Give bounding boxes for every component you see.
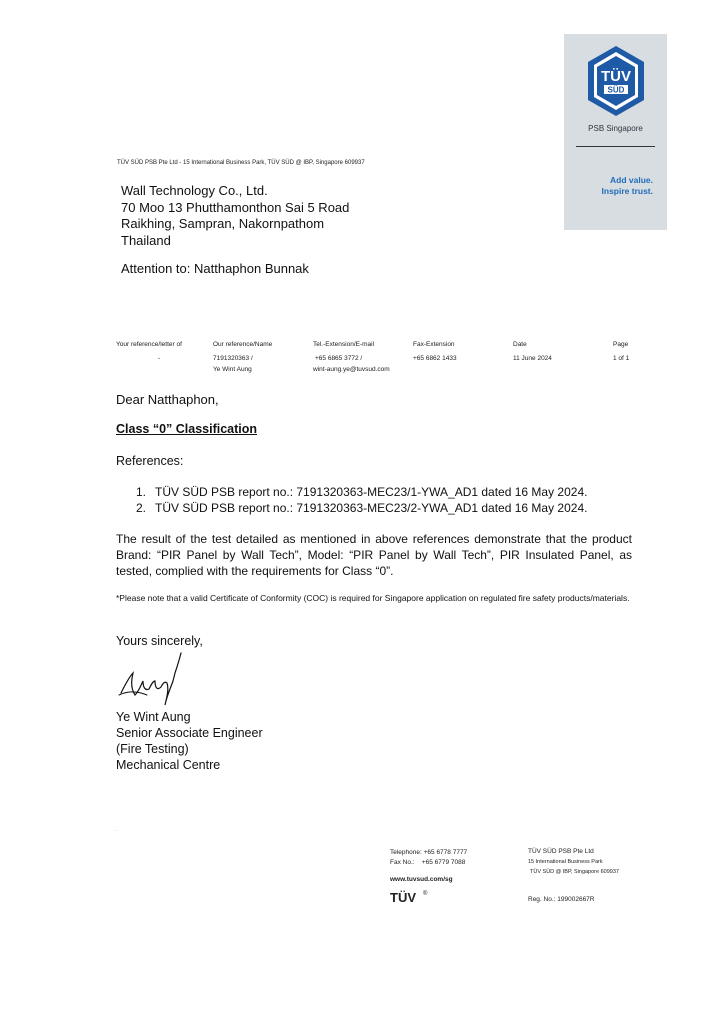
fax-value: +65 6862 1433 bbox=[413, 355, 457, 362]
reference-number: 1. bbox=[136, 485, 147, 499]
wordmark-text: TÜV bbox=[390, 890, 416, 905]
closing: Yours sincerely, bbox=[116, 634, 203, 648]
header-your-reference: Your reference/letter of bbox=[116, 341, 182, 348]
our-reference-number: 7191320363 / bbox=[213, 355, 253, 362]
date-value: 11 June 2024 bbox=[513, 355, 552, 362]
tel-value: +65 6865 3772 / bbox=[315, 355, 363, 362]
body-paragraph: The result of the test detailed as mentioned in above references demonstrate that the product Brand: “PIR Panel by Wall Tech”, Model: “PIR Panel by Wall Tech”, PIR Insulated Panel, as tested, complied with the requirements for Class “0”. bbox=[116, 532, 632, 578]
tagline-line-1: Add value. bbox=[610, 175, 653, 185]
header-tel-email: Tel.-Extension/E-mail bbox=[313, 341, 375, 348]
header-page: Page bbox=[613, 341, 629, 348]
signer-department: (Fire Testing) bbox=[116, 742, 189, 756]
signer-title: Senior Associate Engineer bbox=[116, 726, 263, 740]
tagline bbox=[602, 175, 653, 197]
salutation: Dear Natthaphon, bbox=[116, 392, 219, 407]
divider bbox=[576, 146, 655, 147]
tagline-line-2: Inspire trust. bbox=[601, 186, 653, 196]
logo-text-bottom: SÜD bbox=[607, 85, 625, 95]
subject-line: Class “0” Classification bbox=[116, 422, 258, 436]
footer-address-2: TÜV SÜD @ IBP, Singapore 609937 bbox=[530, 869, 619, 875]
recipient-address-2: Raikhing, Sampran, Nakornpathom bbox=[121, 216, 325, 231]
tel-email-value bbox=[313, 353, 390, 375]
our-reference-name: Ye Wint Aung bbox=[213, 366, 252, 373]
sender-address-line: TÜV SÜD PSB Pte Ltd - 15 International Business Park, TÜV SÜD @ IBP, Singapore 609937 bbox=[117, 160, 365, 166]
page-value: 1 of 1 bbox=[613, 355, 630, 362]
reference-item: TÜV SÜD PSB report no.: 7191320363-MEC23/1-YWA_AD1 dated 16 May 2024. bbox=[155, 485, 588, 499]
footer-address-1: 15 International Business Park bbox=[528, 859, 603, 865]
reference-item: TÜV SÜD PSB report no.: 7191320363-MEC23/2-YWA_AD1 dated 16 May 2024. bbox=[155, 501, 588, 515]
signer-block bbox=[116, 709, 263, 773]
footer-reg-no: Reg. No.: 199002667R bbox=[528, 896, 595, 903]
brand-panel bbox=[564, 34, 667, 230]
email-value: wint-aung.ye@tuvsud.com bbox=[313, 366, 390, 373]
signer-name: Ye Wint Aung bbox=[116, 710, 191, 724]
signature-image bbox=[117, 651, 187, 713]
logo-text-top: TÜV bbox=[601, 68, 631, 85]
svg-text:®: ® bbox=[423, 891, 428, 897]
reference-number: 2. bbox=[136, 501, 147, 515]
header-fax: Fax-Extension bbox=[413, 341, 455, 348]
coc-note: *Please note that a valid Certificate of Conformity (COC) is required for Singapore application on regulated fire safety products/materials. bbox=[116, 593, 630, 603]
signer-centre: Mechanical Centre bbox=[116, 758, 221, 772]
attention-line: Attention to: Natthaphon Bunnak bbox=[121, 261, 309, 276]
references-title: References: bbox=[116, 454, 184, 468]
footer-fax: Fax No.: +65 6779 7088 bbox=[390, 859, 466, 866]
footer-company bbox=[528, 847, 619, 877]
tuv-wordmark bbox=[390, 888, 436, 906]
our-reference-value bbox=[213, 353, 253, 375]
division-name: PSB Singapore bbox=[588, 124, 643, 133]
footer-contact bbox=[390, 848, 467, 868]
recipient-address-1: 70 Moo 13 Phutthamonthon Sai 5 Road bbox=[121, 199, 350, 215]
your-reference-value: - bbox=[158, 355, 161, 362]
recipient-company: Wall Technology Co., Ltd. bbox=[121, 183, 268, 198]
footer-company-name: TÜV SÜD PSB Pte Ltd bbox=[528, 848, 594, 855]
tuv-sud-logo bbox=[582, 44, 650, 122]
recipient-country: Thailand bbox=[121, 232, 171, 248]
footer-telephone: Telephone: +65 6778 7777 bbox=[390, 849, 468, 856]
footer-website: www.tuvsud.com/sg bbox=[390, 876, 453, 883]
recipient-address bbox=[121, 183, 349, 249]
decorative-dot: . bbox=[116, 827, 118, 833]
header-our-reference: Our reference/Name bbox=[213, 341, 273, 348]
header-date: Date bbox=[513, 341, 527, 348]
